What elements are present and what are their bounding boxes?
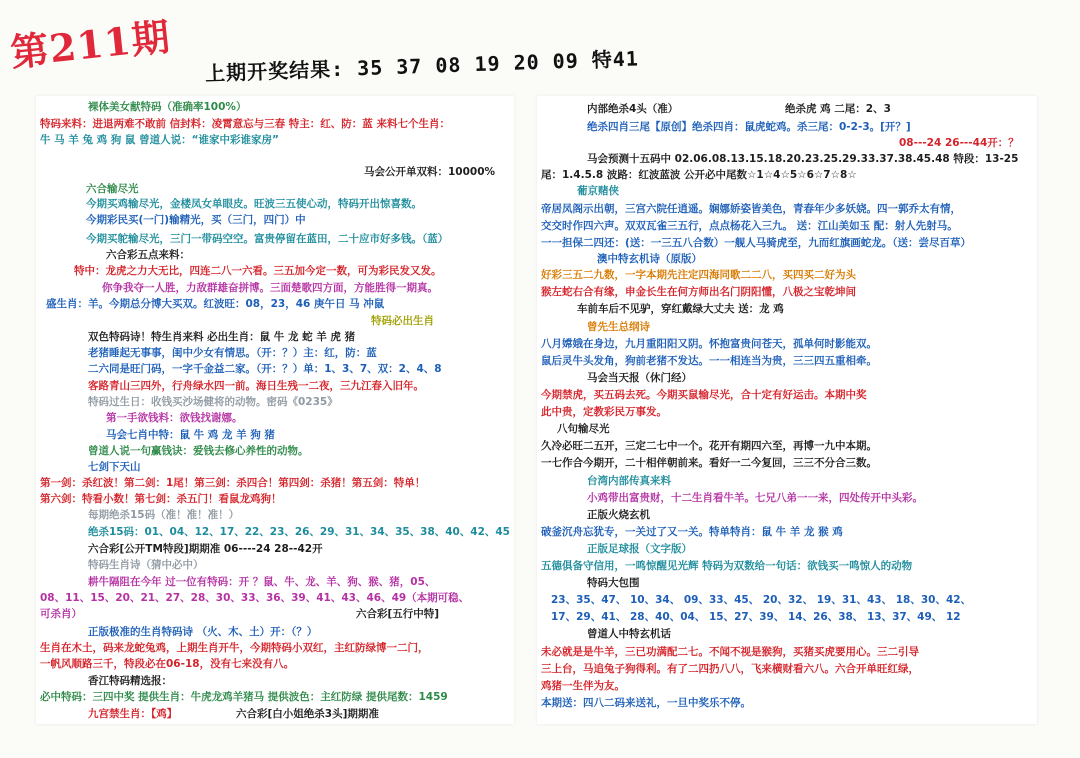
- left-page: [36, 96, 514, 724]
- right-text-line: 葡京赌侠: [577, 185, 619, 197]
- right-text-line: 08---24 26---44开：？: [899, 137, 1019, 149]
- left-text-line: 六合输尽光: [86, 183, 139, 195]
- left-text-line: 你争我夺一人胜，力敌群雄奋拼博。三面楚歌四方面，方能胜得一期真。: [102, 282, 438, 294]
- left-text-line: 绝杀15码：01、04、12、17、22、23、26、29、31、34、35、38、40、42、45: [88, 526, 510, 538]
- right-text-line: 曾道人中特玄机话: [587, 628, 671, 640]
- right-text-line: 今期禁虎，买五码去死。今期买鼠输尽光，合十定有好运击。本期中奖: [541, 389, 867, 401]
- left-text-line: 特码来料：进退两难不敢前 信封料：凌霄意忘与三春 特主：红、防：蓝 来料七个生肖：: [40, 118, 450, 130]
- left-text-line: 耕牛隔阻在今年 过一位有特码：开 ？鼠、牛、龙、羊、狗、猴、猪，05、: [88, 576, 436, 588]
- left-text-line: 今期买鸡输尽光，金楼凤女单眼皮。旺波三五使心动，特码开出惊喜数。: [86, 198, 422, 210]
- left-text-line: 今期彩民买(一门)输精光，买（三门，四门）中: [86, 214, 306, 226]
- left-text-line: 香江特码精选报：: [88, 675, 172, 687]
- right-text-line: 猴左蛇右合有缘，申金长生在何方师出名门阴阳懂，八极之宝乾坤间: [541, 286, 856, 298]
- right-text-line: 鼠后灵牛头发角，狗前老猪不发达。一一相连当为贵，三三四五重相牵。: [541, 355, 877, 367]
- left-text-line: 六合彩五点来料：: [106, 249, 190, 261]
- right-text-line: 马会预测十五码中 02.06.08.13.15.18.20.23.25.29.33.37.38.45.48 特段：13-25: [587, 153, 1019, 165]
- left-text-line: 每期绝杀15码（准！准！准！）: [88, 509, 240, 521]
- left-text-line: 可杀肖）: [40, 608, 82, 620]
- left-text-line: 牛 马 羊 兔 鸡 狗 鼠 曾道人说：“谁家中彩谁家房”: [40, 134, 279, 146]
- left-text-line: 今期买鸵输尽光，三门一带码空空。富贵停留在蓝田，二十应市好多钱。（蓝）: [86, 233, 449, 245]
- right-text-line: 17、29、41、 28、40、04、 15、27、39、 14、26、38、 13、37、49、 12: [551, 611, 961, 623]
- left-text-line: 六合彩[公开TM特段]期期准 06----24 28--42开: [88, 543, 323, 555]
- right-text-line: 本期送：四八二码来送礼，一旦中奖乐不停。: [541, 697, 751, 709]
- left-text-line: 生肖在木土，码来龙蛇兔鸡，上期生肖开牛，今期特码小双红，主红防绿博一二门，: [40, 642, 429, 654]
- left-text-line: 马会七肖中特：鼠 牛 鸡 龙 羊 狗 猪: [106, 429, 275, 441]
- right-text-line: 一七作合今期开，二十相伴朝前来。看好一二今复回，三三不分合三数。: [541, 457, 877, 469]
- right-text-line: 破釜沉舟忘犹专，一关过了又一关。特单特肖：鼠 牛 羊 龙 猴 鸡: [541, 526, 843, 538]
- right-text-line: 曾先生总纲诗: [587, 321, 650, 333]
- right-text-line: 马会当天报（休门经）: [587, 372, 692, 384]
- left-text-line: 一帆风顺路三千，特段必在06-18，没有七来没有八。: [40, 658, 295, 670]
- left-text-line: 正版极准的生肖特码诗 （火、木、土）开：（？）: [88, 626, 318, 638]
- right-text-line: 八月嫦娥在身边，九月重阳阳又阴。怀抱富贵问苍天，孤单何时影能双。: [541, 338, 877, 350]
- right-text-line: 特码大包围: [587, 577, 640, 589]
- right-text-line: 八句输尽光: [557, 423, 610, 435]
- right-text-line: 鸡猪一生伴为友。: [541, 680, 625, 692]
- issue-title: 第211期: [8, 13, 173, 76]
- right-text-line: 澳中特玄机诗（原版）: [597, 253, 702, 265]
- left-text-line: 双色特码诗！特生肖来料 必出生肖：鼠 牛 龙 蛇 羊 虎 猪: [88, 331, 356, 343]
- left-text-line: 特码必出生肖: [371, 315, 434, 327]
- right-text-line: 帝居凤阁示出朝，三宫六院任逍遥。娴娜娇姿皆美色，青春年少多妖娆。四一郭乔太有情，: [541, 203, 961, 215]
- left-text-line: 08、11、15、20、21、27、28、30、33、36、39、41、43、46、49（本期可稳、: [40, 592, 470, 604]
- left-text-line: 第一剑：杀红波！第二剑：1尾！第三剑：杀四合！第四剑：杀猪！第五剑：特单！: [40, 477, 426, 489]
- last-result-banner: 上期开奖结果: 35 37 08 19 20 09 特41: [204, 46, 640, 86]
- right-text-line: 此中贵，定教彩民万事发。: [541, 406, 667, 418]
- right-text-line: 三上台，马追兔子狗得利。有了二四扔八八，飞来横财看六八。六合开单旺红绿，: [541, 663, 919, 675]
- left-text-line: 第六剑：特看小数！第七剑：杀五门！看鼠龙鸡狗！: [40, 493, 282, 505]
- left-text-line: 二六同是旺门码，一字千金益二家。（开：？）单：1、3、7、双：2、4、8: [88, 363, 442, 375]
- left-text-line: 特码过生日：收钱买沙场健将的动物。密码《0235》: [88, 396, 338, 408]
- left-text-line: 特码生肖诗（猜中必中）: [88, 559, 204, 571]
- right-text-line: 小鸡带出富贵财，十二生肖看牛羊。七兄八弟一一来，四处传开中头彩。: [587, 492, 923, 504]
- right-text-line: 久冷必旺二五开，三定二七中一个。花开有期四六至，再博一九中本期。: [541, 440, 877, 452]
- left-text-line: 曾道人说一句赢钱诀：爱钱去修心养性的动物。: [88, 445, 309, 457]
- right-text-line: 好彩三五二九数，一字本期先注定四海同歌二二八，买四买二好为头: [541, 269, 856, 281]
- left-text-line: 六合彩[五行中特]: [356, 608, 440, 620]
- left-text-line: 六合彩[白小姐绝杀3头]期期准: [236, 708, 379, 720]
- left-text-line: 七剑下天山: [88, 461, 141, 473]
- right-text-line: 台湾内部传真来料: [587, 475, 671, 487]
- left-text-line: 老猪睡起无事事，闺中少女有情思。（开：？）主：红，防：蓝: [88, 347, 377, 359]
- left-text-line: 九宫禁生肖：【鸡】: [88, 708, 178, 720]
- left-text-line: 马会公开单双料：10000%: [364, 166, 496, 178]
- right-text-line: 绝杀虎 鸡 二尾：2、3: [785, 103, 891, 115]
- right-text-line: 正版足球报（文字版）: [587, 543, 692, 555]
- left-text-line: 客路青山三四外，行舟绿水四一前。海日生残一二夜，三九江春入旧年。: [88, 380, 424, 392]
- right-text-line: 交交时作四六声。双双瓦雀三五行，点点杨花入三九。 送：江山美如玉 配：射人先射马。: [541, 220, 958, 232]
- left-text-line: 裸体美女献特码（准确率100%）: [88, 101, 247, 113]
- right-text-line: 内部绝杀4头（准）: [587, 103, 679, 115]
- right-text-line: 一一担保二四还：(送：一三五八合数）一舰人马骑虎至，九而红旗画蛇龙。（送：尝尽百草）: [541, 237, 972, 249]
- right-page: [537, 96, 1037, 724]
- left-text-line: 特中：龙虎之力大无比，四连二八一六看。三五加今定一数，可为彩民发又发。: [74, 265, 442, 277]
- right-text-line: 绝杀四肖三尾【原创】绝杀四肖：鼠虎蛇鸡。杀三尾：0-2-3。[开？]: [587, 121, 911, 133]
- right-text-line: 车前车后不见驴，穿红戴绿大丈夫 送：龙 鸡: [577, 303, 784, 315]
- left-text-line: 盛生肖：羊。今期总分博大买双。红波旺：08，23，46 庚午日 马 冲鼠: [46, 298, 385, 310]
- right-text-line: 五德俱备守信用，一鸣惊醒见光辉 特码为双数给一句话：欲钱买一鸣惊人的动物: [541, 560, 913, 572]
- right-text-line: 未必就是是牛羊，三已功满配二七。不闻不视是猴狗，买猪买虎要用心。三二引导: [541, 646, 919, 658]
- right-text-line: 正版火烧玄机: [587, 509, 650, 521]
- left-text-line: 必中特码：三四中奖 提供生肖：牛虎龙鸡羊猪马 提供波色：主红防绿 提供尾数：1459: [40, 691, 448, 703]
- right-text-line: 23、35、47、 10、34、 09、33、45、 20、32、 19、31、43、 18、30、42、: [551, 594, 972, 606]
- right-text-line: 尾：1.4.5.8 波路：红波蓝波 公开必中尾数☆1☆4☆5☆6☆7☆8☆: [541, 169, 857, 181]
- left-text-line: 第一手欲钱料：欲钱找谢娜。: [106, 412, 243, 424]
